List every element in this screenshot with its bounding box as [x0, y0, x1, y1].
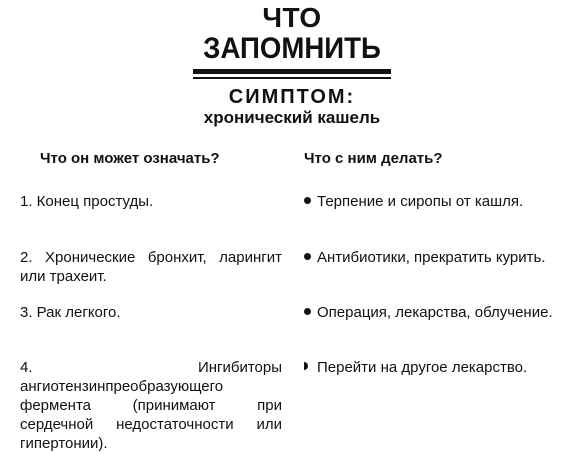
row-4-action — [304, 358, 578, 377]
title-line-1: ЧТО — [262, 2, 322, 33]
row-3-action-text: Операция, лекарства, облучение. — [317, 304, 553, 321]
bullet-icon — [304, 192, 317, 211]
bullet-icon — [304, 248, 317, 267]
bullet-icon — [304, 358, 317, 377]
row-4-meaning: 4. Ингибиторы ангиотензинпреобразующего фермента (принимают при сердечной недостаточности или гипертонии). — [20, 359, 282, 452]
title-rule-thick — [193, 69, 391, 74]
title-rule-thin — [193, 77, 391, 79]
row-3-meaning: 3. Рак легкого. — [20, 304, 121, 321]
row-2-action-text: Антибиотики, прекратить курить. — [317, 249, 546, 266]
row-3-action — [304, 303, 578, 322]
symptom-name: хронический кашель — [203, 108, 381, 127]
column-header-action: Что с ним делать? — [304, 150, 443, 167]
title-line-2: ЗАПОМНИТЬ — [203, 32, 381, 65]
row-1-action — [304, 192, 578, 211]
row-2-meaning: 2. Хронические бронхит, ларингит или трахеит. — [20, 249, 282, 285]
bullet-icon — [304, 303, 317, 322]
row-4-action-text: Перейти на другое лекарство. — [317, 359, 528, 376]
row-2-action — [304, 248, 578, 267]
symptom-label: СИМПТОМ: — [228, 86, 356, 108]
row-1-meaning: 1. Конец простуды. — [20, 193, 154, 210]
column-header-meaning: Что он может означать? — [40, 150, 220, 167]
row-1-action-text: Терпение и сиропы от кашля. — [317, 193, 524, 210]
